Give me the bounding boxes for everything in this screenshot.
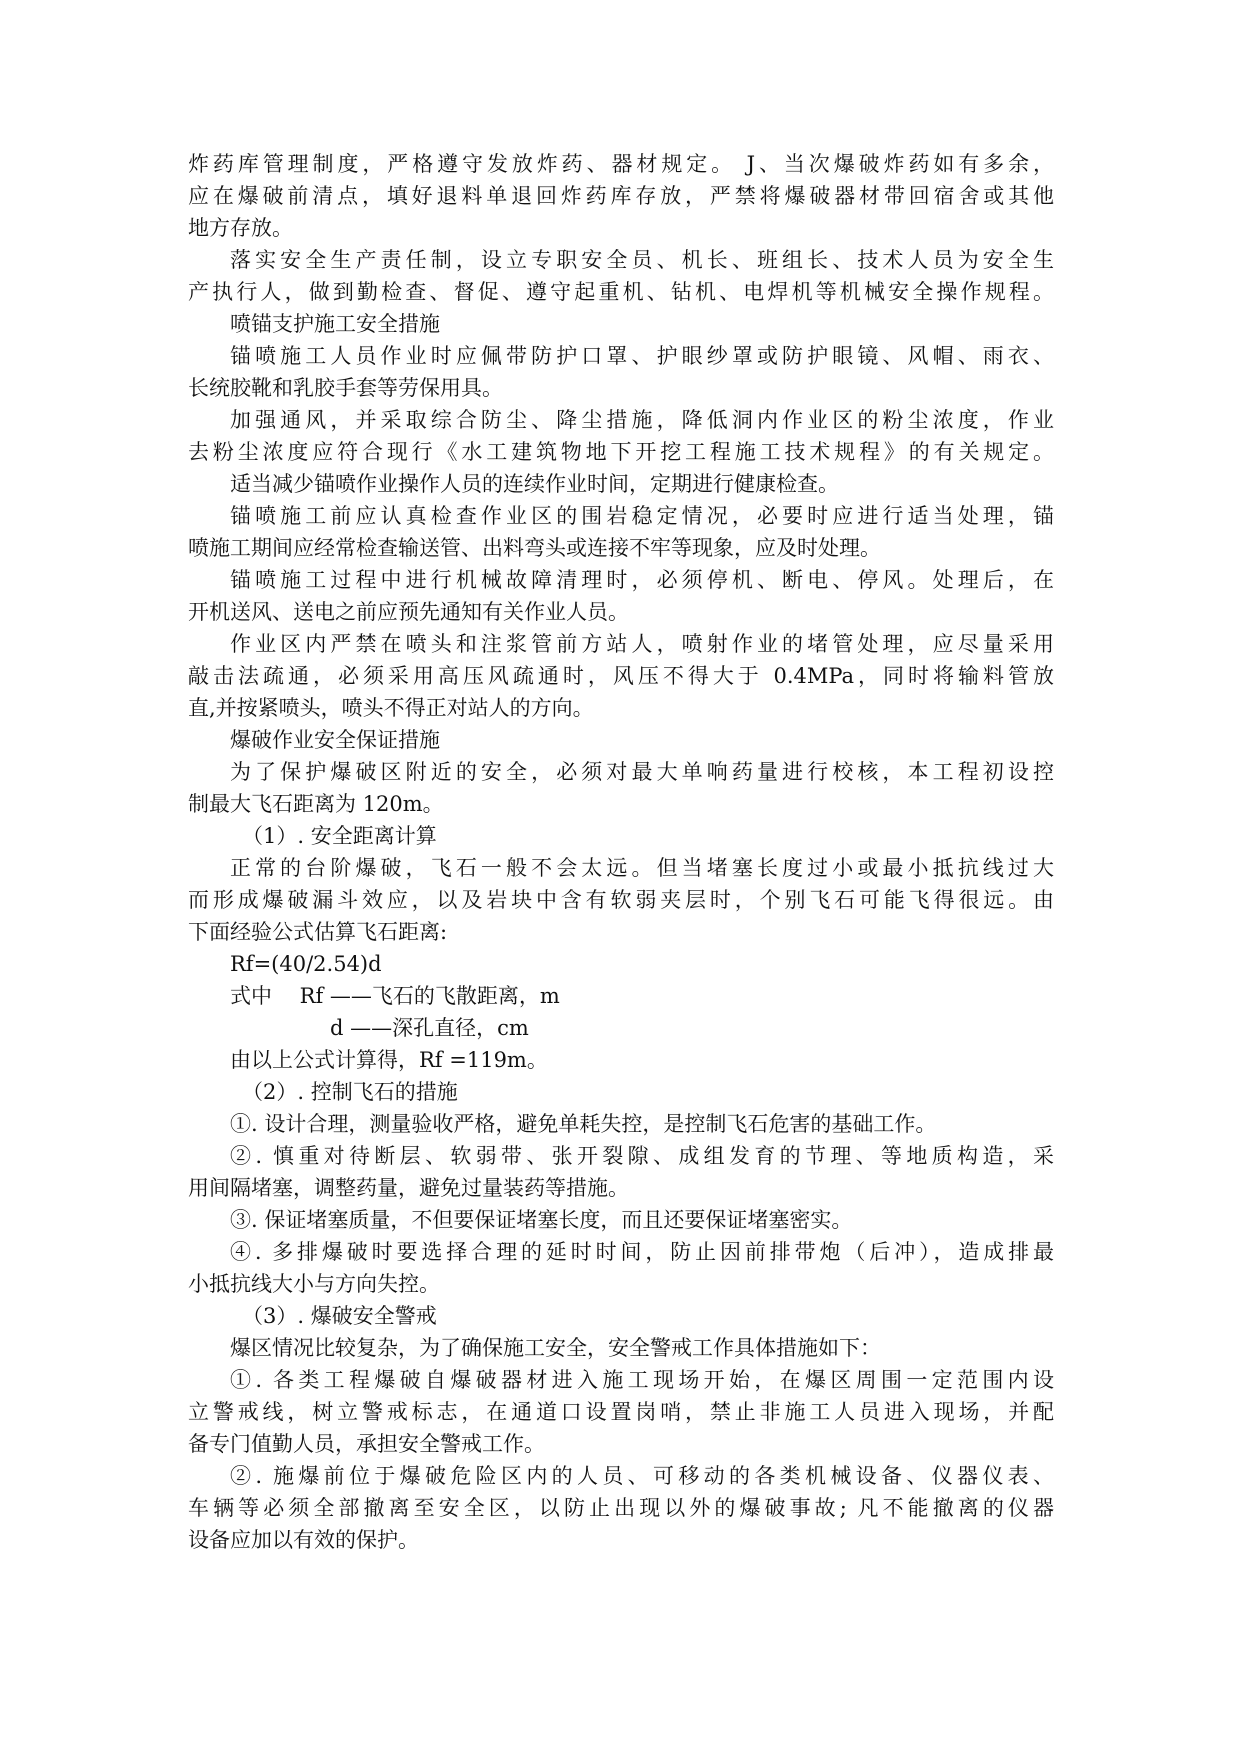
text-line-31: ①. 设计合理，测量验收严格，避免单耗失控，是控制飞石危害的基础工作。 [230, 1112, 937, 1136]
text-line-15: 开机送风、送电之前应预先通知有关作业人员。 [188, 600, 629, 624]
section-heading-blasting: 爆破作业安全保证措施 [230, 728, 440, 752]
formula-legend-d: d ——深孔直径，cm [330, 1016, 529, 1040]
text-line-4: 落实安全生产责任制，设立专职安全员、机长、班组长、技术人员为安全生 [230, 248, 1054, 272]
formula-result: 由以上公式计算得，Rf =119m。 [230, 1048, 548, 1072]
text-line-13: 喷施工期间应经常检查输送管、出料弯头或连接不牢等现象，应及时处理。 [188, 536, 881, 560]
formula-line: Rf=(40/2.54)d [230, 952, 382, 976]
text-line-43: 车辆等必须全部撤离至安全区，以防止出现以外的爆破事故; 凡不能撤离的仪器 [188, 1496, 1054, 1520]
text-line-1: 炸药库管理制度，严格遵守发放炸药、器材规定。 J、当次爆破炸药如有多余， [188, 152, 1054, 176]
text-line-14: 锚喷施工过程中进行机械故障清理时，必须停机、断电、停风。处理后，在 [230, 568, 1054, 592]
text-line-16: 作业区内严禁在喷头和注浆管前方站人，喷射作业的堵管处理，应尽量采用 [230, 632, 1054, 656]
subheading-safety-distance: （1）. 安全距离计算 [242, 824, 437, 848]
text-line-32: ②. 慎重对待断层、软弱带、张开裂隙、成组发育的节理、等地质构造，采 [230, 1144, 1054, 1168]
text-line-8: 长统胶靴和乳胶手套等劳保用具。 [188, 376, 503, 400]
text-line-21: 制最大飞石距离为 120m。 [188, 792, 444, 816]
text-line-35: ④. 多排爆破时要选择合理的延时时间，防止因前排带炮（后冲），造成排最 [230, 1240, 1054, 1264]
text-line-24: 而形成爆破漏斗效应，以及岩块中含有软弱夹层时，个别飞石可能飞得很远。由 [188, 888, 1054, 912]
section-heading-shotcrete: 喷锚支护施工安全措施 [230, 312, 440, 336]
text-line-34: ③. 保证堵塞质量，不但要保证堵塞长度，而且还要保证堵塞密实。 [230, 1208, 853, 1232]
text-line-20: 为了保护爆破区附近的安全，必须对最大单响药量进行校核，本工程初设控 [230, 760, 1054, 784]
subheading-blast-warning: （3）. 爆破安全警戒 [242, 1304, 437, 1328]
text-line-9: 加强通风，并采取综合防尘、降尘措施，降低洞内作业区的粉尘浓度，作业 [230, 408, 1054, 432]
text-line-11: 适当减少锚喷作业操作人员的连续作业时间，定期进行健康检查。 [230, 472, 839, 496]
text-line-12: 锚喷施工前应认真检查作业区的围岩稳定情况，必要时应进行适当处理，锚 [230, 504, 1054, 528]
text-line-3: 地方存放。 [188, 216, 293, 240]
formula-legend-rf: 式中 Rf ——飞石的飞散距离，m [230, 984, 560, 1008]
text-line-10: 去粉尘浓度应符合现行《水工建筑物地下开挖工程施工技术规程》的有关规定。 [188, 440, 1054, 464]
text-line-5: 产执行人，做到勤检查、督促、遵守起重机、钻机、电焊机等机械安全操作规程。 [188, 280, 1054, 304]
text-line-38: 爆区情况比较复杂，为了确保施工安全，安全警戒工作具体措施如下： [230, 1336, 881, 1360]
text-line-7: 锚喷施工人员作业时应佩带防护口罩、护眼纱罩或防护眼镜、风帽、雨衣、 [230, 344, 1054, 368]
text-line-40: 立警戒线，树立警戒标志，在通道口设置岗哨，禁止非施工人员进入现场，并配 [188, 1400, 1054, 1424]
document-body [188, 148, 1054, 1556]
text-line-2: 应在爆破前清点，填好退料单退回炸药库存放，严禁将爆破器材带回宿舍或其他 [188, 184, 1054, 208]
text-line-18: 直,并按紧喷头，喷头不得正对站人的方向。 [188, 696, 594, 720]
text-line-36: 小抵抗线大小与方向失控。 [188, 1272, 440, 1296]
text-line-44: 设备应加以有效的保护。 [188, 1528, 419, 1552]
text-line-33: 用间隔堵塞，调整药量，避免过量装药等措施。 [188, 1176, 629, 1200]
text-line-23: 正常的台阶爆破，飞石一般不会太远。但当堵塞长度过小或最小抵抗线过大 [230, 856, 1054, 880]
text-line-25: 下面经验公式估算飞石距离: [188, 920, 448, 944]
text-line-17: 敲击法疏通，必须采用高压风疏通时，风压不得大于 0.4MPa，同时将输料管放 [188, 664, 1054, 688]
text-line-39: ①. 各类工程爆破自爆破器材进入施工现场开始，在爆区周围一定范围内设 [230, 1368, 1054, 1392]
text-line-42: ②. 施爆前位于爆破危险区内的人员、可移动的各类机械设备、仪器仪表、 [230, 1464, 1054, 1488]
text-line-41: 备专门值勤人员，承担安全警戒工作。 [188, 1432, 545, 1456]
subheading-flyrock-control: （2）. 控制飞石的措施 [242, 1080, 458, 1104]
